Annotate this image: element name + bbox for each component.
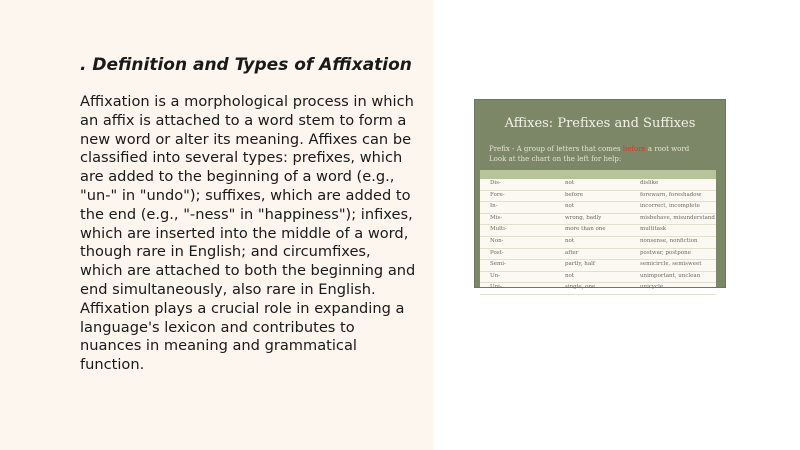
affixes-slide-image (475, 100, 725, 291)
table-cell: Non- (490, 237, 504, 244)
table-cell: not (565, 237, 575, 244)
table-row (480, 191, 716, 203)
section-body: Affixation is a morphological process in which an affix is attached to a word stem to form a new word or alter its meaning. Affixes can be classified into several types: prefixes, which are added to the beginning of a word (e.g., "un-" in "undo"); suffixes, which are added to the end (e.g., "-ness" in "happiness"); infixes, which are inserted into the middle of a word, though rare in English; and circumfixes, which are attached to both the beginning and end simultaneously, also rare in English. Affixation plays a crucial role in expanding a language's lexicon and contributes to nuances in meaning and grammatical function. (80, 93, 416, 374)
table-cell: single, one (565, 284, 596, 291)
table-cell: misbehave, misunderstand (640, 214, 715, 221)
slide-definition-line (489, 145, 719, 153)
table-row (480, 225, 716, 237)
slide-instruction-line: Look at the chart on the left for help: (489, 155, 622, 163)
slide-definition-text-end: a root word (645, 145, 690, 153)
table-cell: multitask (640, 226, 667, 233)
table-cell: partly, half (565, 261, 595, 268)
table-cell: Mis- (490, 214, 503, 221)
table-row (480, 283, 716, 295)
table-row (480, 237, 716, 249)
table-cell: not (565, 203, 575, 210)
table-row (480, 179, 716, 191)
table-cell: not (565, 272, 575, 279)
slide-definition-text: Prefix - A group of letters that comes (489, 145, 623, 153)
section-heading: . Definition and Types of Affixation (80, 55, 412, 75)
table-cell: Uni- (490, 284, 502, 291)
table-cell: Un- (490, 272, 501, 279)
table-cell: Fore- (490, 191, 505, 198)
table-cell: Post- (490, 249, 504, 256)
table-row (480, 202, 716, 214)
table-cell: postwar, postpone (640, 249, 691, 256)
table-cell: unicycle (640, 284, 664, 291)
slide-title: Affixes: Prefixes and Suffixes (504, 116, 696, 131)
table-row (480, 260, 716, 272)
affix-table (480, 170, 716, 291)
table-cell: semicircle, semisweet (640, 261, 702, 268)
table-cell: dislike (640, 180, 659, 186)
table-cell: Semi- (490, 261, 506, 268)
slide-highlight-word: before (622, 145, 646, 153)
table-row (480, 214, 716, 226)
affix-table-body (480, 179, 716, 295)
table-cell: nonsense, nonfiction (640, 237, 698, 244)
table-cell: more than one (565, 226, 606, 233)
table-cell: unimportant, unclean (640, 272, 701, 279)
table-row (480, 249, 716, 261)
table-cell: incorrect, incomplete (640, 203, 700, 210)
table-cell: Dis- (490, 180, 501, 186)
table-cell: wrong, badly (565, 214, 602, 221)
table-cell: In- (490, 203, 498, 210)
table-row (480, 272, 716, 284)
affix-table-header (480, 170, 716, 179)
table-cell: before (565, 191, 584, 198)
table-cell: after (565, 249, 579, 256)
table-cell: forewarn, foreshadow (640, 191, 702, 198)
table-cell: Multi- (490, 226, 507, 233)
table-cell: not (565, 180, 575, 186)
